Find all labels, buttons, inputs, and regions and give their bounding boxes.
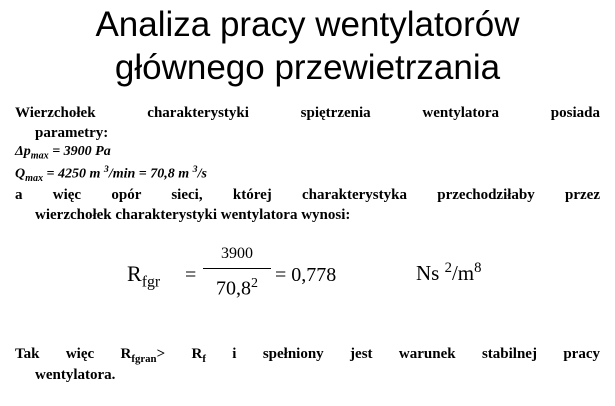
conclusion-line-2: wentylatora.	[35, 367, 116, 383]
flow-symbol: Q	[15, 166, 26, 182]
formula-lhs-symbol: R	[127, 261, 142, 286]
formula-lhs-subscript: fgr	[141, 273, 161, 291]
flow-max-equation	[15, 164, 207, 184]
conclusion-subscript-1: fgran	[131, 352, 157, 365]
flow-value-c: /s	[197, 166, 207, 182]
title-line-1: Analiza pracy wentylatorów	[95, 5, 520, 44]
unit-exponent-a: 2	[444, 260, 452, 276]
formula-numerator: 3900	[221, 245, 253, 262]
flow-sup-a: 3	[103, 164, 109, 175]
resistance-text-line-1: a więc opór sieci, której charakterystyka przechodziłaby przez	[15, 187, 600, 203]
unit-part-a: Ns	[416, 261, 445, 286]
formula-result: = 0,778	[275, 264, 337, 286]
formula-denominator-value: 70,8	[216, 277, 251, 300]
unit-exponent-b: 8	[474, 260, 482, 276]
pressure-subscript: max	[30, 150, 49, 162]
flow-sup-b: 3	[192, 164, 198, 175]
title-line-2: głównego przewietrzania	[114, 48, 501, 87]
flow-value-b: /min = 70,8 m	[108, 166, 193, 182]
flow-value-a: = 4250 m	[43, 166, 104, 182]
flow-subscript: max	[25, 172, 44, 184]
conclusion-subscript-2: f	[202, 352, 206, 365]
formula-lhs	[127, 261, 160, 292]
intro-line-2: parametry:	[35, 125, 109, 141]
pressure-symbol: Δp	[15, 144, 31, 159]
unit-part-b: /m	[451, 261, 475, 286]
pressure-value: = 3900 Pa	[48, 144, 111, 159]
conclusion-rest: i spełniony jest warunek stabilnej pracy	[205, 346, 600, 362]
formula-denominator	[202, 276, 272, 301]
formula-equals: =	[185, 264, 197, 286]
formula-unit	[416, 260, 481, 286]
pressure-max-equation	[15, 144, 111, 162]
intro-line-1: Wierzchołek charakterystyki spiętrzenia wentylatora posiada	[15, 105, 600, 121]
conclusion-prefix: Tak więc R	[15, 346, 132, 362]
resistance-text-line-2: wierzchołek charakterystyki wentylatora wynosi:	[35, 207, 351, 223]
formula-denominator-exponent: 2	[251, 276, 258, 291]
conclusion-mid: > R	[156, 346, 203, 362]
fraction-bar	[203, 268, 271, 269]
